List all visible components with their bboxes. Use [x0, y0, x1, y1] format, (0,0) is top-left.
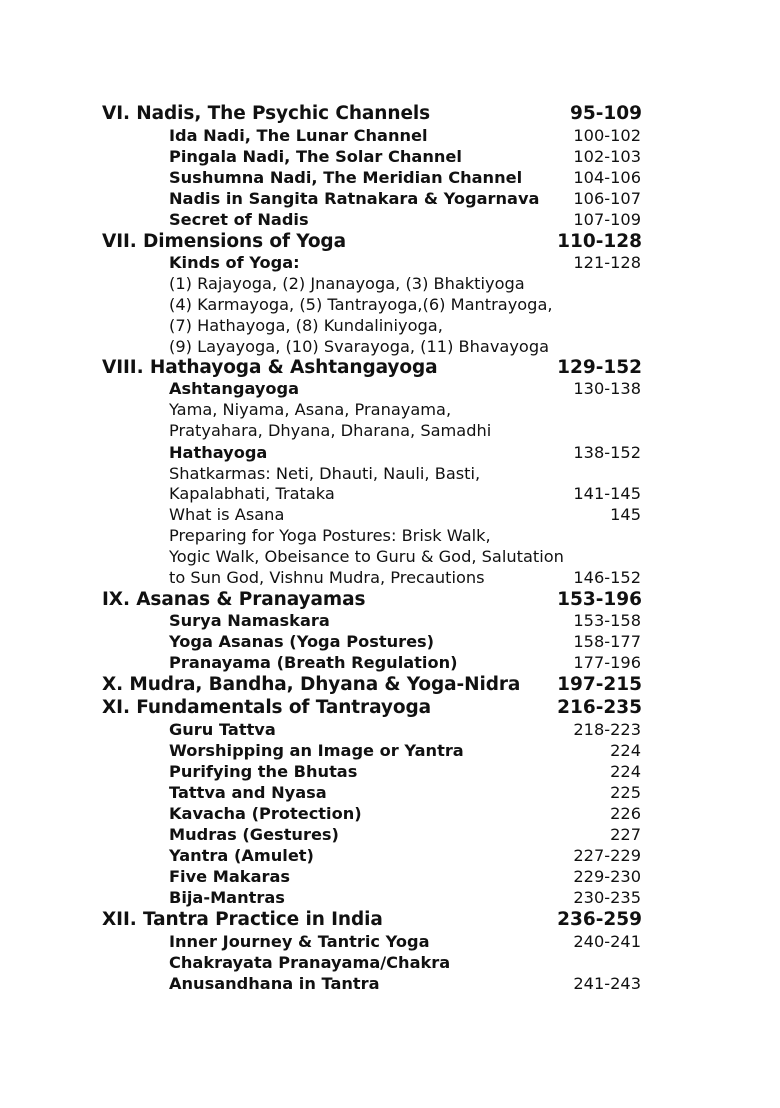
- toc-entry-pages: 225: [610, 783, 641, 802]
- toc-chapter-title: VIII. Hathayoga & Ashtangayoga: [102, 357, 438, 378]
- toc-entry-pages: 241-243: [573, 974, 641, 993]
- toc-entry-title: Yoga Asanas (Yoga Postures): [169, 632, 435, 651]
- toc-entry-pages: 227-229: [573, 846, 641, 865]
- toc-entry-title: Bija-Mantras: [169, 888, 285, 907]
- toc-entry-pages: 218-223: [573, 720, 641, 739]
- toc-entry-title: Ida Nadi, The Lunar Channel: [169, 126, 428, 145]
- toc-chapter-pages: 110-128: [557, 231, 642, 252]
- toc-chapter-pages: 129-152: [557, 357, 642, 378]
- toc-entry-title: Kinds of Yoga:: [169, 253, 300, 272]
- toc-entry-title: Shatkarmas: Neti, Dhauti, Nauli, Basti,: [169, 464, 481, 483]
- toc-chapter-title: XI. Fundamentals of Tantrayoga: [102, 697, 431, 718]
- toc-chapter-pages: 153-196: [557, 589, 642, 610]
- toc-entry-pages: 102-103: [573, 147, 641, 166]
- toc-entry-title: Surya Namaskara: [169, 611, 330, 630]
- toc-entry-title: Kapalabhati, Trataka: [169, 484, 335, 503]
- toc-entry-title: (4) Karmayoga, (5) Tantrayoga,(6) Mantrayoga,: [169, 295, 553, 314]
- toc-entry-pages: 240-241: [573, 932, 641, 951]
- toc-entry-pages: 146-152: [573, 568, 641, 587]
- toc-entry-title: Yantra (Amulet): [169, 846, 314, 865]
- toc-entry-pages: 230-235: [573, 888, 641, 907]
- toc-entry-pages: 227: [610, 825, 641, 844]
- toc-entry-pages: 226: [610, 804, 641, 823]
- toc-entry-title: Pratyahara, Dhyana, Dharana, Samadhi: [169, 421, 492, 440]
- toc-chapter-title: VII. Dimensions of Yoga: [102, 231, 346, 252]
- toc-entry-pages: 224: [610, 762, 641, 781]
- toc-entry-pages: 229-230: [573, 867, 641, 886]
- toc-entry-pages: 138-152: [573, 443, 641, 462]
- toc-entry-title: Tattva and Nyasa: [169, 783, 327, 802]
- toc-entry-title: Inner Journey & Tantric Yoga: [169, 932, 430, 951]
- toc-chapter-pages: 95-109: [569, 103, 642, 124]
- toc-entry-title: (1) Rajayoga, (2) Jnanayoga, (3) Bhaktiyoga: [169, 274, 525, 293]
- toc-entry-pages: 130-138: [573, 379, 641, 398]
- toc-entry-title: Five Makaras: [169, 867, 291, 886]
- toc-entry-pages: 177-196: [573, 653, 641, 672]
- toc-entry-title: to Sun God, Vishnu Mudra, Precautions: [169, 568, 485, 587]
- toc-entry-title: Nadis in Sangita Ratnakara & Yogarnava: [169, 189, 540, 208]
- toc-entry-pages: 224: [610, 741, 641, 760]
- toc-chapter-title: IX. Asanas & Pranayamas: [102, 589, 366, 610]
- toc-entry-pages: 104-106: [573, 168, 641, 187]
- toc-entry-title: Preparing for Yoga Postures: Brisk Walk,: [169, 526, 491, 545]
- toc-chapter-title: X. Mudra, Bandha, Dhyana & Yoga-Nidra: [102, 674, 521, 695]
- toc-entry-title: Purifying the Bhutas: [169, 762, 358, 781]
- toc-entry-title: Chakrayata Pranayama/Chakra: [169, 953, 451, 972]
- toc-entry-title: (7) Hathayoga, (8) Kundaliniyoga,: [169, 316, 443, 335]
- toc-entry-title: Pranayama (Breath Regulation): [169, 653, 458, 672]
- toc-entry-title: Anusandhana in Tantra: [169, 974, 380, 993]
- toc-entry-title: Yogic Walk, Obeisance to Guru & God, Salutation: [169, 547, 564, 566]
- toc-entry-pages: 141-145: [573, 484, 641, 503]
- toc-entry-pages: 106-107: [573, 189, 641, 208]
- toc-chapter-title: XII. Tantra Practice in India: [102, 909, 383, 930]
- toc-entry-title: Worshipping an Image or Yantra: [169, 741, 464, 760]
- toc-chapter-pages: 216-235: [557, 697, 642, 718]
- toc-entry-title: Mudras (Gestures): [169, 825, 339, 844]
- toc-entry-title: Secret of Nadis: [169, 210, 309, 229]
- toc-chapter-pages: 197-215: [557, 674, 642, 695]
- toc-entry-title: Kavacha (Protection): [169, 804, 362, 823]
- toc-entry-title: Sushumna Nadi, The Meridian Channel: [169, 168, 523, 187]
- toc-entry-pages: 100-102: [573, 126, 641, 145]
- toc-entry-pages: 107-109: [573, 210, 641, 229]
- toc-entry-pages: 121-128: [573, 253, 641, 272]
- toc-entry-title: Guru Tattva: [169, 720, 276, 739]
- toc-entry-title: Yama, Niyama, Asana, Pranayama,: [169, 400, 452, 419]
- toc-entry-pages: 153-158: [573, 611, 641, 630]
- toc-entry-title: Pingala Nadi, The Solar Channel: [169, 147, 462, 166]
- toc-entry-pages: 145: [610, 505, 641, 524]
- toc-chapter-pages: 236-259: [557, 909, 642, 930]
- toc-entry-title: (9) Layayoga, (10) Svarayoga, (11) Bhavayoga: [169, 337, 550, 356]
- toc-chapter-title: VI. Nadis, The Psychic Channels: [102, 103, 431, 124]
- toc-entry-title: What is Asana: [169, 505, 285, 524]
- toc-entry-pages: 158-177: [573, 632, 641, 651]
- toc-entry-title: Hathayoga: [169, 443, 268, 462]
- toc-entry-title: Ashtangayoga: [169, 379, 300, 398]
